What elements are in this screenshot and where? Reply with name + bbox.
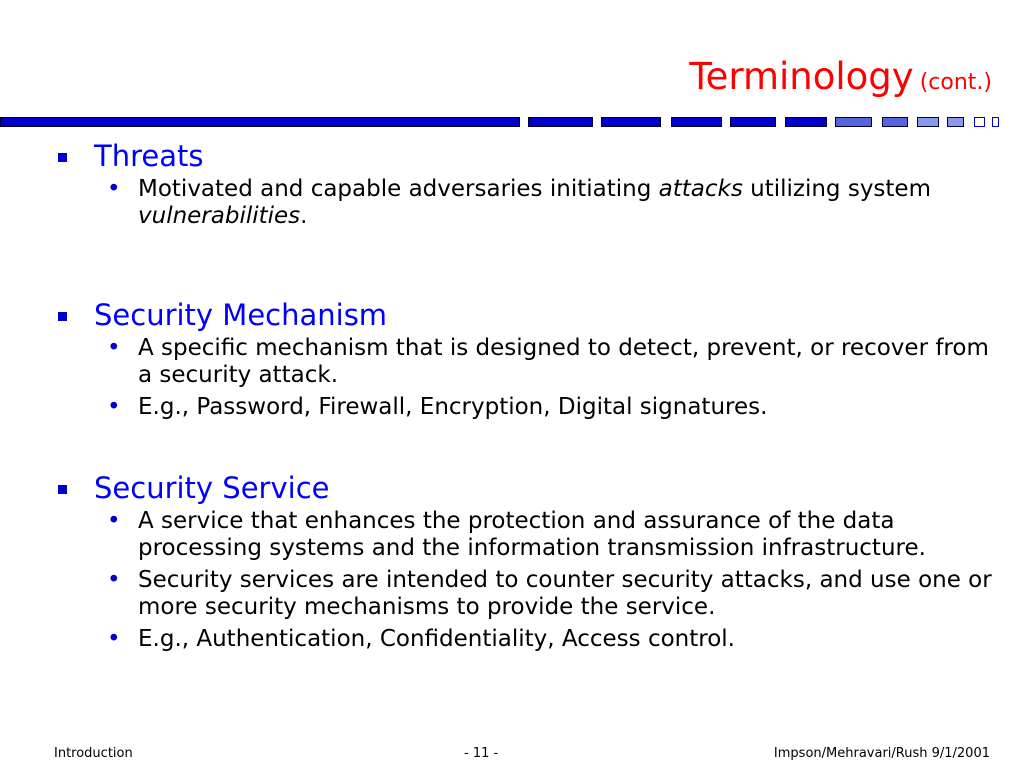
bullet-list bbox=[58, 508, 998, 653]
rule-segment bbox=[917, 117, 939, 127]
bullet-text: E.g., Authentication, Confidentiality, Access control. bbox=[138, 626, 735, 652]
footer-page-number: - 11 - bbox=[464, 746, 499, 761]
bullet-list bbox=[58, 176, 998, 230]
bullet-text-emphasis: attacks bbox=[658, 176, 743, 202]
bullet-text: A service that enhances the protection and assurance of the data processing systems and the information transmission infrastructure. bbox=[138, 508, 926, 561]
section-heading: Threats bbox=[94, 139, 204, 173]
bullet-text: E.g., Password, Firewall, Encryption, Digital signatures. bbox=[138, 394, 768, 420]
square-bullet-icon bbox=[58, 312, 67, 321]
rule-segment bbox=[974, 117, 985, 127]
rule-segment bbox=[835, 117, 872, 127]
bullet-text-emphasis: vulnerabilities bbox=[138, 203, 301, 229]
rule-segment bbox=[671, 117, 722, 127]
dot-bullet-icon: • bbox=[107, 508, 121, 534]
dot-bullet-icon: • bbox=[107, 626, 121, 652]
rule-segment bbox=[992, 117, 999, 127]
section-security-service bbox=[58, 470, 998, 506]
bullet-text: Security services are intended to counter security attacks, and use one or more security mechanisms to provide the service. bbox=[138, 567, 992, 620]
rule-segment bbox=[947, 117, 964, 127]
bullet-item bbox=[104, 394, 998, 421]
slide-title-text: Terminology bbox=[689, 55, 914, 98]
bullet-item bbox=[104, 567, 998, 621]
section-threats bbox=[58, 138, 998, 174]
slide-body bbox=[58, 138, 998, 658]
bullet-item bbox=[104, 626, 998, 653]
bullet-text bbox=[138, 176, 931, 229]
section-heading: Security Mechanism bbox=[94, 298, 388, 332]
dot-bullet-icon: • bbox=[107, 176, 121, 202]
bullet-text-part: utilizing system bbox=[742, 176, 931, 202]
dot-bullet-icon: • bbox=[107, 394, 121, 420]
rule-segment bbox=[785, 117, 827, 127]
section-security-mechanism bbox=[58, 297, 998, 333]
dot-bullet-icon: • bbox=[107, 335, 121, 361]
rule-segment bbox=[882, 117, 908, 127]
bullet-text: A specific mechanism that is designed to detect, prevent, or recover from a security attack. bbox=[138, 335, 989, 388]
dot-bullet-icon: • bbox=[107, 567, 121, 593]
square-bullet-icon bbox=[58, 485, 67, 494]
rule-segment bbox=[528, 117, 593, 127]
footer-left: Introduction bbox=[54, 746, 133, 761]
slide-title-suffix: (cont.) bbox=[919, 70, 992, 95]
bullet-item bbox=[104, 508, 998, 562]
rule-segment bbox=[0, 117, 520, 127]
bullet-text-part: . bbox=[300, 203, 308, 229]
bullet-item bbox=[104, 335, 998, 389]
bullet-list bbox=[58, 335, 998, 421]
rule-segment bbox=[601, 117, 661, 127]
bullet-text-part: Motivated and capable adversaries initiating bbox=[138, 176, 659, 202]
rule-segment bbox=[730, 117, 776, 127]
square-bullet-icon bbox=[58, 153, 67, 162]
slide-title bbox=[689, 55, 992, 98]
footer-right: Impson/Mehravari/Rush 9/1/2001 bbox=[773, 746, 990, 761]
bullet-item bbox=[104, 176, 998, 230]
section-heading: Security Service bbox=[94, 471, 330, 505]
